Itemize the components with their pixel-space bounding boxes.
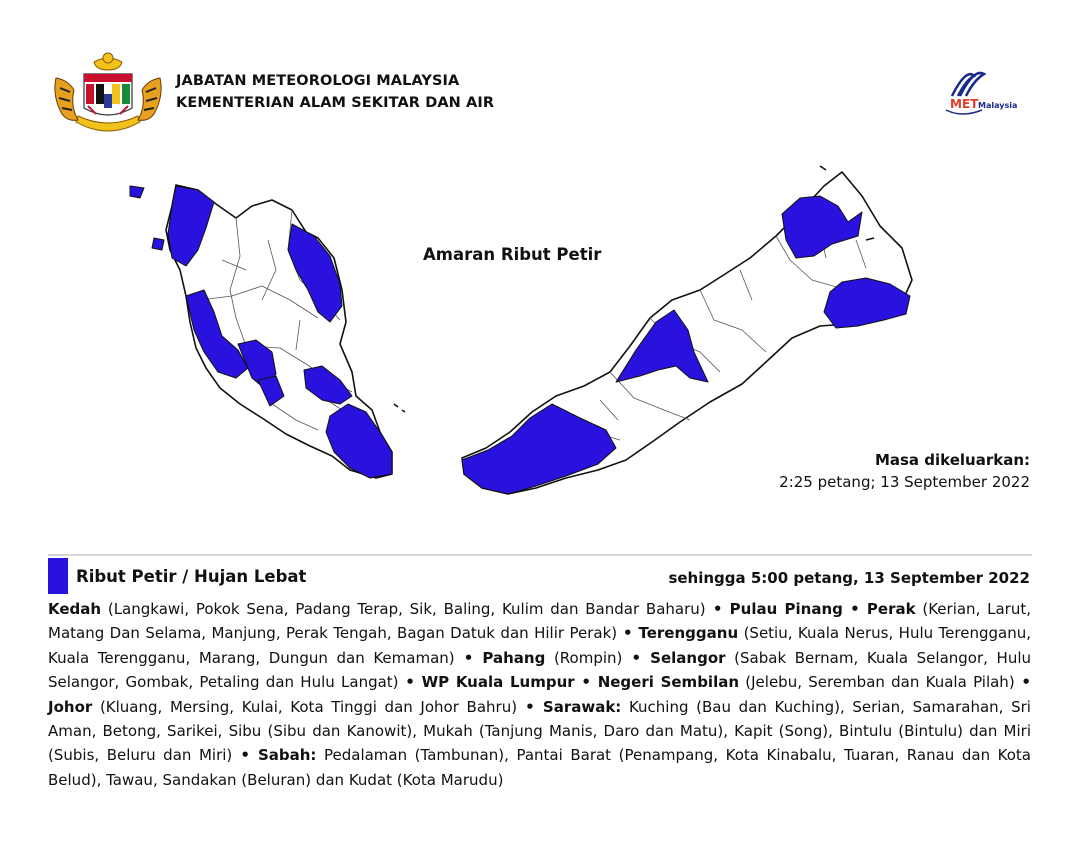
malaysia-coat-of-arms-icon	[48, 48, 168, 134]
borneo-malaysia	[462, 166, 912, 494]
org-line-1: JABATAN METEOROLOGI MALAYSIA	[176, 73, 460, 89]
map-title: Amaran Ribut Petir	[423, 245, 602, 264]
organization-name	[176, 70, 494, 114]
state-separator: •	[574, 673, 598, 692]
state-name: Negeri Sembilan	[597, 673, 740, 692]
warning-valid-until: sehingga 5:00 petang, 13 September 2022	[668, 569, 1030, 587]
state-districts: (Kluang, Mersing, Kulai, Kota Tinggi dan Johor Bahru)	[92, 697, 518, 716]
issued-time-block	[779, 449, 1030, 493]
warning-area-langkawi	[130, 186, 144, 198]
state-districts: (Setiu, Kuala Nerus, Hulu Terengganu, Kuala Terengganu, Marang, Dungun dan Kemaman)	[48, 624, 1031, 667]
state-separator: •	[617, 624, 639, 643]
warning-section-title: Ribut Petir / Hujan Lebat	[76, 567, 307, 586]
state-separator: •	[454, 648, 483, 667]
state-districts: (Kerian, Larut, Matang Dan Selama, Manjung, Perak Tengah, Bagan Datuk dan Hilir Perak)	[48, 600, 1031, 643]
met-malaysia-logo	[922, 66, 1032, 120]
met-logo-subtext: Malaysia	[978, 101, 1018, 110]
section-divider	[48, 554, 1032, 556]
header	[48, 48, 1032, 138]
state-name: WP Kuala Lumpur	[421, 673, 575, 692]
met-logo-text: MET	[950, 97, 979, 111]
state-separator: •	[232, 746, 258, 765]
warning-area-penang	[152, 238, 164, 250]
state-name: Sabah:	[257, 746, 317, 765]
state-separator: •	[842, 600, 867, 618]
state-separator: •	[705, 600, 730, 618]
peninsular-malaysia	[130, 185, 405, 478]
affected-areas-text	[48, 597, 1031, 792]
state-separator: •	[1014, 673, 1031, 692]
state-name: Terengganu	[638, 624, 739, 643]
state-districts: (Rompin)	[545, 648, 623, 667]
warning-area-johor	[326, 404, 392, 478]
state-name: Perak	[866, 600, 916, 618]
state-name: Johor	[48, 697, 93, 716]
state-name: Sarawak:	[542, 697, 622, 716]
state-separator: •	[622, 648, 651, 667]
issued-label: Masa dikeluarkan:	[874, 451, 1030, 469]
state-name: Pahang	[482, 648, 546, 667]
state-districts: (Langkawi, Pokok Sena, Padang Terap, Sik, Baling, Kulim dan Bandar Baharu)	[101, 600, 706, 618]
org-line-2: KEMENTERIAN ALAM SEKITAR DAN AIR	[176, 95, 495, 111]
state-separator: •	[398, 673, 422, 692]
issued-time: 2:25 petang; 13 September 2022	[779, 473, 1030, 491]
state-name: Kedah	[48, 600, 102, 618]
state-districts: (Jelebu, Seremban dan Kuala Pilah)	[739, 673, 1015, 692]
state-separator: •	[517, 697, 543, 716]
state-districts: (Sabak Bernam, Kuala Selangor, Hulu Selangor, Gombak, Petaling dan Hulu Langat)	[48, 648, 1031, 692]
state-name: Selangor	[650, 648, 726, 667]
state-name: Pulau Pinang	[729, 600, 843, 618]
state-districts: Kuching (Bau dan Kuching), Serian, Samarahan, Sri Aman, Betong, Sarikei, Sibu (Sibu dan Kanowit), Mukah (Tanjung Manis, Daro dan Matu), Kapit (Song), Bintulu (Bintulu) dan Miri (Subis, Beluru dan Miri)	[48, 697, 1031, 765]
state-districts: Pedalaman (Tambunan), Pantai Barat (Penampang, Kota Kinabalu, Tuaran, Ranau dan Kota Belud), Tawau, Sandakan (Beluran) dan Kudat (Kota Marudu)	[48, 746, 1031, 789]
warning-color-marker	[48, 558, 68, 594]
